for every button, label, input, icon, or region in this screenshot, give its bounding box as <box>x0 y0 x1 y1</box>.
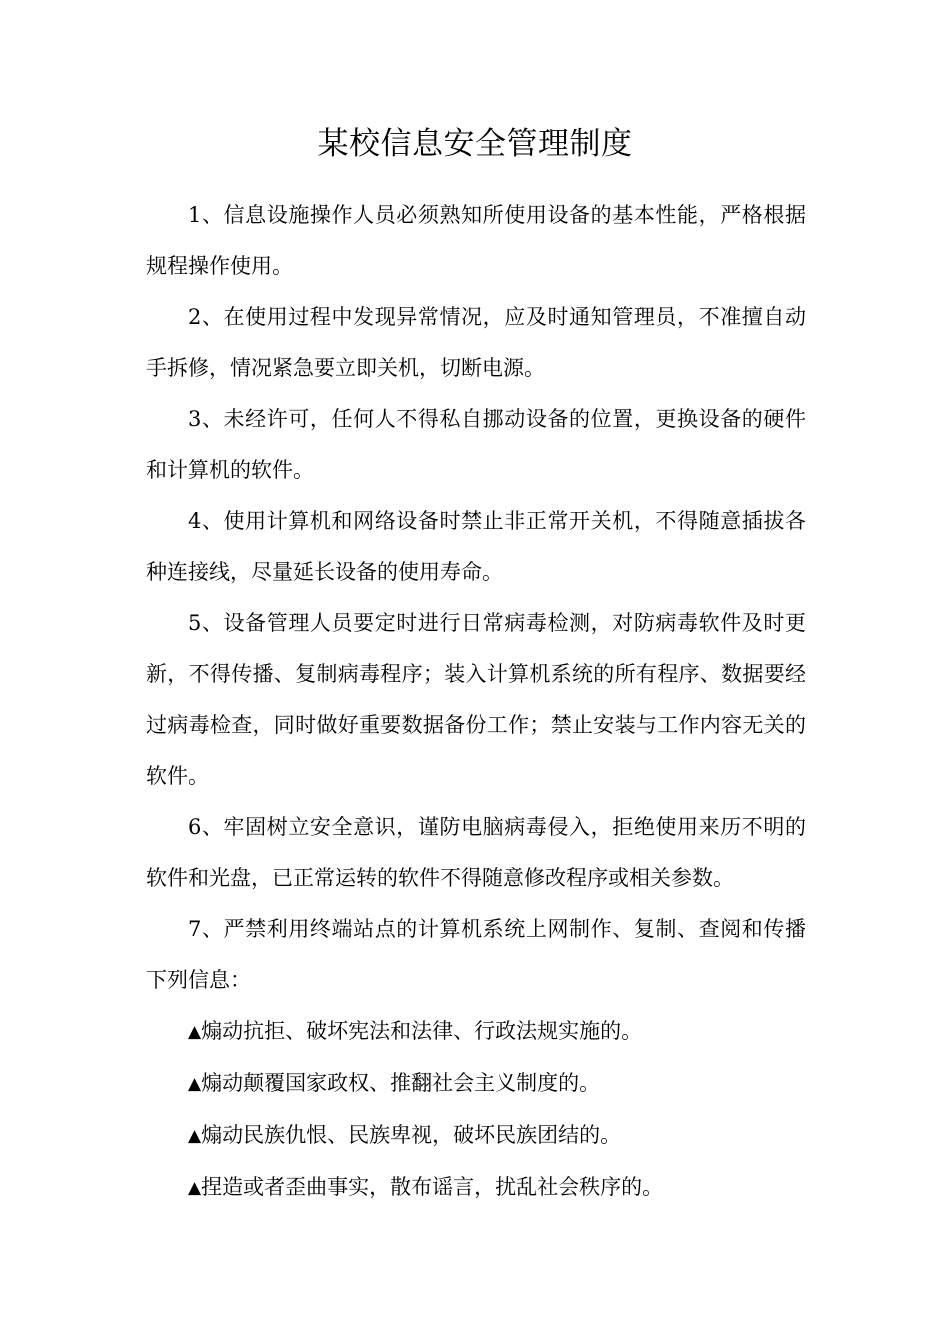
bullet-item-1 <box>146 1006 806 1058</box>
bullet-item-4 <box>146 1162 806 1214</box>
triangle-bullet-icon: ▲ <box>188 1022 202 1042</box>
bullet-text: 煽动民族仇恨、民族卑视，破坏民族团结的。 <box>201 1123 622 1147</box>
rule-paragraph-1: 1、信息设施操作人员必须熟知所使用设备的基本性能，严格根据规程操作使用。 <box>146 203 806 278</box>
rule-paragraph-6: 6、牢固树立安全意识，谨防电脑病毒侵入，拒绝使用来历不明的软件和光盘，已正常运转的软件不得随意修改程序或相关参数。 <box>146 815 806 890</box>
triangle-bullet-icon: ▲ <box>188 1126 202 1146</box>
triangle-bullet-icon: ▲ <box>188 1178 202 1198</box>
page-title: 某校信息安全管理制度 <box>317 126 633 162</box>
rule-paragraph-2: 2、在使用过程中发现异常情况，应及时通知管理员，不准擅自动手拆修，情况紧急要立即关机，切断电源。 <box>146 305 806 380</box>
rule-paragraph-7: 7、严禁利用终端站点的计算机系统上网制作、复制、查阅和传播下列信息： <box>146 917 806 992</box>
bullet-text: 捏造或者歪曲事实，散布谣言，扰乱社会秩序的。 <box>201 1175 664 1199</box>
bullet-item-3 <box>146 1110 806 1162</box>
rule-paragraph-3: 3、未经许可，任何人不得私自挪动设备的位置，更换设备的硬件和计算机的软件。 <box>146 407 806 482</box>
document-body <box>146 190 806 1214</box>
bullet-text: 煽动颠覆国家政权、推翻社会主义制度的。 <box>201 1071 601 1095</box>
bullet-text: 煽动抗拒、破坏宪法和法律、行政法规实施的。 <box>201 1019 643 1043</box>
bullet-item-2 <box>146 1058 806 1110</box>
rule-paragraph-5: 5、设备管理人员要定时进行日常病毒检测，对防病毒软件及时更新，不得传播、复制病毒程序；装入计算机系统的所有程序、数据要经过病毒检查，同时做好重要数据备份工作；禁止安装与工作内容无关的软件。 <box>146 611 806 788</box>
rule-paragraph-4: 4、使用计算机和网络设备时禁止非正常开关机，不得随意插拔各种连接线，尽量延长设备的使用寿命。 <box>146 509 806 584</box>
triangle-bullet-icon: ▲ <box>188 1074 202 1094</box>
